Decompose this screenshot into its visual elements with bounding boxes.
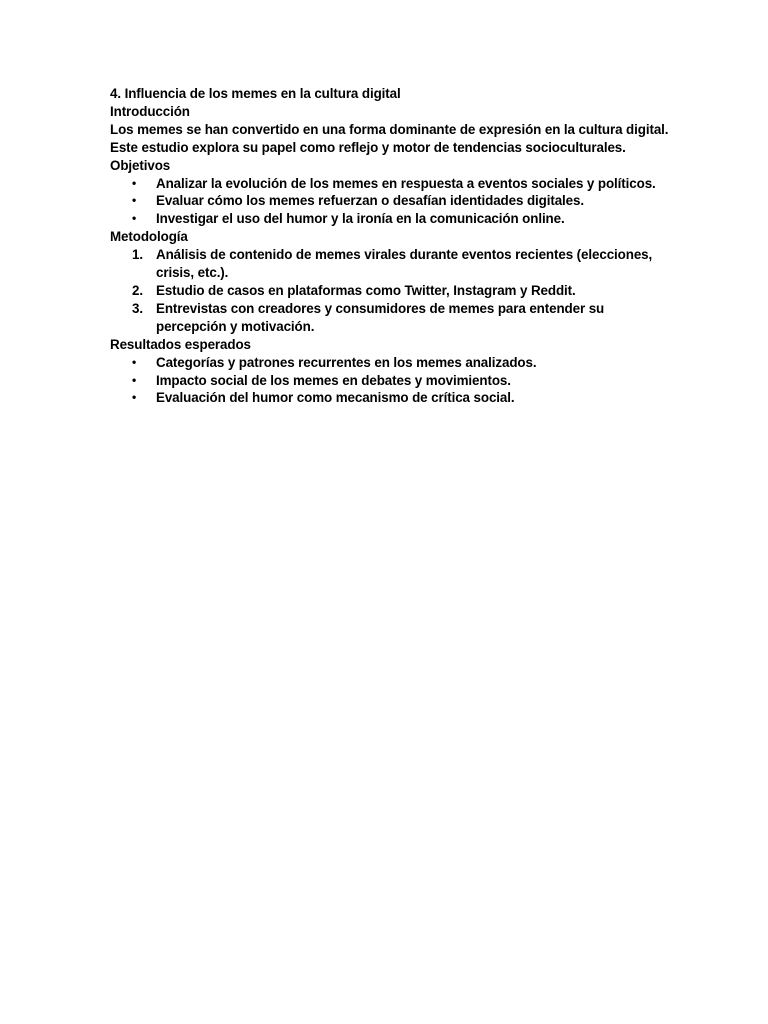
resultado-text: Categorías y patrones recurrentes en los memes analizados. bbox=[156, 354, 537, 370]
list-number: 3. bbox=[132, 300, 143, 316]
bullet-icon: • bbox=[132, 390, 137, 405]
metodologia-text: Análisis de contenido de memes virales durante eventos recientes (elecciones, crisis, etc.). bbox=[156, 247, 653, 281]
bullet-icon: • bbox=[132, 354, 137, 369]
resultados-list bbox=[110, 354, 670, 408]
metodologia-list bbox=[110, 246, 670, 336]
list-item bbox=[110, 372, 670, 390]
list-item bbox=[110, 175, 670, 193]
metodologia-text: Entrevistas con creadores y consumidores de memes para entender su percepción y motivación. bbox=[156, 300, 605, 334]
metodologia-text: Estudio de casos en plataformas como Twitter, Instagram y Reddit. bbox=[156, 282, 576, 298]
list-item bbox=[110, 246, 670, 282]
objetivo-text: Evaluar cómo los memes refuerzan o desafían identidades digitales. bbox=[156, 193, 584, 209]
list-item bbox=[110, 282, 670, 300]
list-item bbox=[110, 389, 670, 407]
document-title: 4. Influencia de los memes en la cultura digital bbox=[110, 86, 401, 101]
list-item bbox=[110, 192, 670, 210]
resultados-heading: Resultados esperados bbox=[110, 336, 251, 352]
objetivos-list bbox=[110, 175, 670, 229]
list-number: 1. bbox=[132, 247, 143, 263]
metodologia-heading: Metodología bbox=[110, 229, 188, 245]
introduccion-heading: Introducción bbox=[110, 103, 190, 119]
list-item bbox=[110, 354, 670, 372]
bullet-icon: • bbox=[132, 175, 137, 190]
bullet-icon: • bbox=[132, 372, 137, 387]
resultado-text: Impacto social de los memes en debates y movimientos. bbox=[156, 372, 511, 388]
resultado-text: Evaluación del humor como mecanismo de crítica social. bbox=[156, 390, 515, 406]
list-item bbox=[110, 300, 670, 336]
document-page bbox=[110, 85, 670, 407]
bullet-icon: • bbox=[132, 211, 137, 226]
list-item bbox=[110, 210, 670, 228]
objetivos-heading: Objetivos bbox=[110, 157, 171, 173]
objetivo-text: Analizar la evolución de los memes en respuesta a eventos sociales y políticos. bbox=[156, 175, 656, 191]
introduccion-text: Los memes se han convertido en una forma dominante de expresión en la cultura digital. Este estudio explora su papel como reflejo y motor de tendencias socioculturales. bbox=[110, 121, 669, 155]
bullet-icon: • bbox=[132, 193, 137, 208]
objetivo-text: Investigar el uso del humor y la ironía en la comunicación online. bbox=[156, 211, 565, 227]
list-number: 2. bbox=[132, 282, 143, 298]
